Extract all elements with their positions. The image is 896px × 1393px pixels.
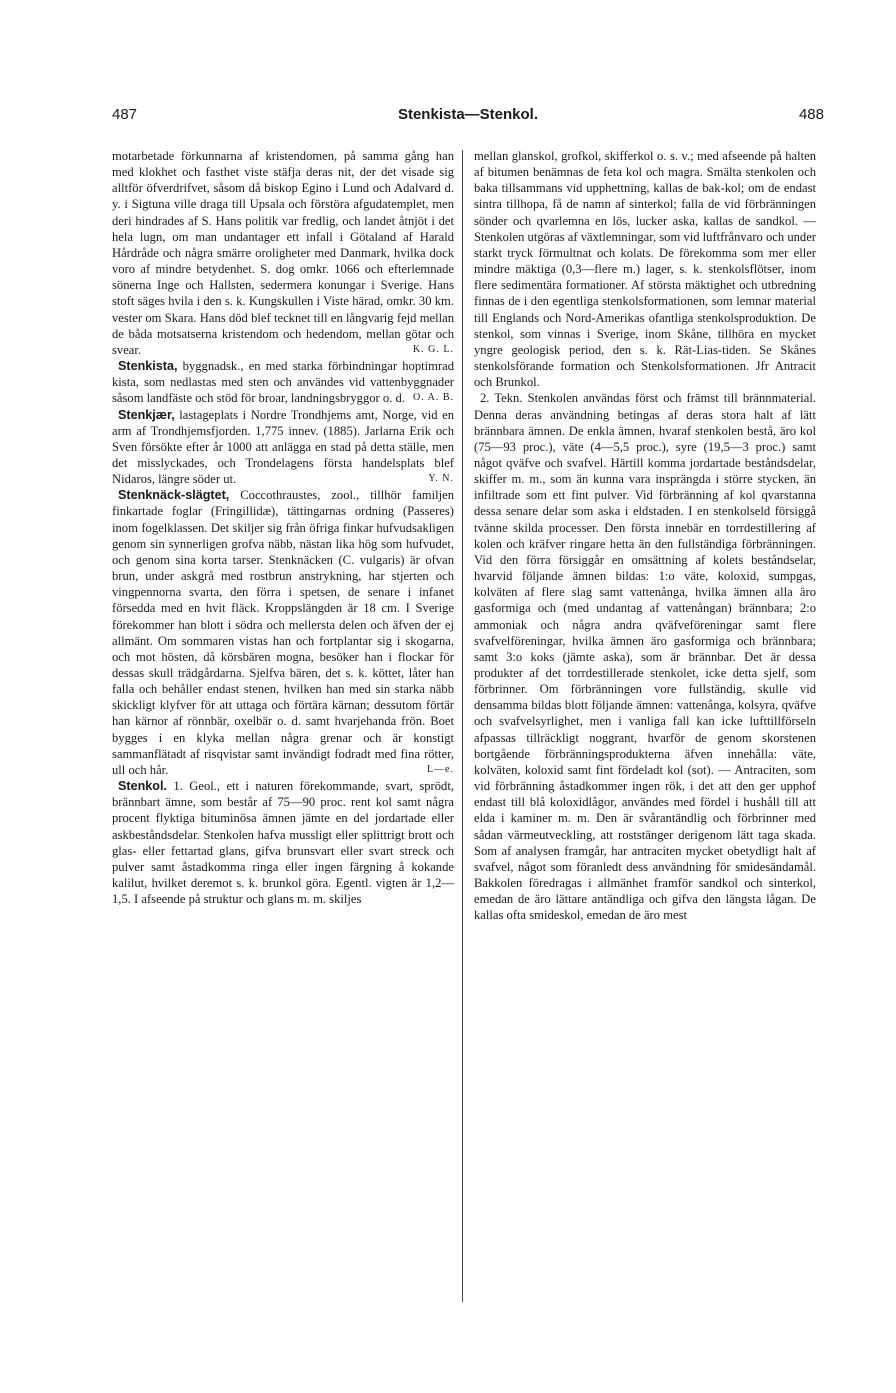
page-number-right: 488 [798,106,824,123]
column-divider [462,150,463,1302]
page-number-left: 487 [112,106,138,123]
running-title: Stenkista—Stenkol. [397,106,539,123]
author-signature: K. G. L. [412,343,454,355]
author-signature: O. A. B. [412,392,454,404]
author-signature: Y. N. [428,473,454,485]
entry-stenkjaer [112,407,454,488]
entry-text: 2. Tekn. Stenkolen användas först och främst till brännmaterial. Denna deras användning betingas af deras stora halt af lätt brännbara ämnen. De enkla ämnen, hvaraf stenkolen bestå, äro kol (75—93 proc.), väte (4—5,5 proc.), syre (19,5—3 proc.) samt något qväfve och svafvel. Härtill komma jordartade beståndsdelar, skiffer m. m., som än kunna vara insprängda i större stycken, än infiltrade som ett fint pulver. Vid förbränning af kol qvarstanna dessa senare delar som aska i eldstaden. I en stenkolseld försiggå tvänne skilda processer. Den första innebär en torrdestillering af kolen och kräfver ringare hetta än den fullständiga förbränningen. Vid den förra försiggår en omsättning af kolets beståndselar, hvarvid följande ämnen bildas: 1:o väte, koloxid, sumpgas, kolväten af flere slag samt vattenånga, hvilka ämnen alla äro gasformiga och (med undantag af vattenångan) brännbara; 2:o ammoniak och några andra qväfveföreningar samt flere svafvelföreningar, hvilka ämnen äro gasformiga och brännbara; samt 3:o koks (jämte aska), som är brännbar. Det är dessa produkter af det torrdestillerade stenkolet, icke detta sjelf, som förbrinner. Om förbränningen vore fullständig, skulle vid densamma bildas blott följande ämnen: vattenånga, kolsyra, qväfve och svafvelsyrlighet, men i vanliga fall kan icke lufttillförseln afpassas tillräckligt noggrant, hvarför de genom skorstenen bortgående förbränningsprodukterna äfven innehålla: väte, kolväten, koloxid samt fint fördeladt kol (sot). — Antraciten, som vid förbränning åstadkommer ingen rök, i det att den ger upphof endast till blå koloxidlågor, användes med fördel i hushåll till att elda i kaminer m. m. Den är svårantändlig och förbrinner med sådan värmeutveckling, att roststänger derigenom lätt taga skada. Som af analysen framgår, har antraciten mycket obetydligt halt af svafvel, något som föranledt dess användning för smidesändamål. Bakkolen föredragas i allmänhet framför sandkol och sinterkol, emedan de äro lättare antändliga och gifva den längsta lågan. De kallas ofta smideskol, emedan de äro mest [474,391,816,923]
entry-text: 1. Geol., ett i naturen förekommande, svart, sprödt, brännbart ämne, som består af 75—90 proc. rent kol samt några procent flyktiga bituminösa ämnen jämte en del jordartade eller askbeståndsdelar. Stenkolen hafva mussligt eller splittrigt brott och glas- eller fettartad glans, gifva brunsvart eller svart streck och pulver samt åstadkomma ringa eller ingen färgning å kokande kalilut, hvilket deremot s. k. brunkol göra. Egentl. vigten är 1,2—1,5. I afseende på struktur och glans m. m. skiljes [112,779,454,907]
headword: Stenkjær, [118,407,175,422]
entry-text: lastageplats i Nordre Trondhjems amt, Norge, vid en arm af Trondhjemsfjorden. 1,775 innev. (1885). Jarlarna Erik och Sven försökte efter år 1000 att anlägga en stad på detta ställe, men det misslyckades, och Trondelagens första handelsplats blef Nidaros, längre söder ut. [112,407,454,487]
headword: Stenkol. [118,779,167,794]
entry-stenkol-continuation [474,148,816,390]
page-header [112,106,824,128]
entry-stenknack-slagtet [112,487,454,778]
entry-text: Coccothraustes, zool., tillhör familjen finkartade foglar (Fringillidæ), tättingarnas ordning (Passeres) inom fogelklassen. Det skiljer sig från öfriga finkar hufvudsakligen genom sin synnerligen grofva näbb, nästan lika hög som hufvudet, och genom sina korta tarser. Stenknäcken (C. vulgaris) är ofvan brun, under askgrå med rostbrun anstrykning, har stjerten och vingpennorna svarta, den förra i spetsen, de senare i infanet försedda med en hvit fläck. Kroppslängden är 18 cm. I Sverige förekommer han blott i södra och mellersta delen och äfven der ej allmänt. Om sommaren vistas han och fortplantar sig i skogarna, och mot hösten, då körsbären mogna, besöker han i flockar för dessas skull trädgårdarna. Sjelfva bären, det s. k. köttet, låter han falla och behåller endast stenen, hvilken han med sin starka näbb skickligt klyfver för att uttaga och förtära kärnan; dessutom förtär han kärnor af rönnbär, oxelbär o. d. samt hvarjehanda frön. Boet bygges i en klyka mellan några grenar och är konstigt sammanflätadt af risqvistar samt invändigt fodradt med fina rötter, ull och hår. [112,488,454,777]
entry-text: byggnadsk., en med starka förbindningar hoptimrad kista, som nedlastas med sten och användes vid vattenbyggnader såsom landfäste och stöd för broar, landningsbryggor o. d. [112,359,454,406]
headword: Stenknäck-slägtet, [118,488,230,503]
entry-stenkol [112,778,454,907]
entry-stenkista [112,358,454,406]
entry-stenkil-continuation [112,148,454,358]
entry-text: motarbetade förkunnarna af kristendomen, på samma gång han med klokhet och fasthet viste stäfja deras nit, der det visade sig alltför öfverdrifvet, såsom då biskop Egino i Lund och Adalvard d. y. i Sigtuna ville draga till Upsala och förstöra afgudatemplet, men deri hindrades af S. Hans politik var fredlig, och landet åtnjöt i det hela lugn, om man undantager ett infall i Götaland af Harald Hårdråde och några smärre oroligheter med Danmark, hvilka dock voro af mindre betydenhet. S. dog omkr. 1066 och efterlemnade sönerna Inge och Hallsten, sedermera konungar i Sverige. Hans stoft säges hvila i den s. k. Kungskullen i Viste härad, omkr. 30 km. vester om Skara. Hans död blef tecknet till en långvarig fejd mellan de båda motsatserna kristendom och hedendom, mellan götar och svear. [112,149,454,357]
left-column [112,148,454,907]
headword: Stenkista, [118,359,178,374]
entry-text: mellan glanskol, grofkol, skifferkol o. s. v.; med afseende på halten af bitumen benämnas de feta kol och magra. Smälta stenkolen och baka tillsammans vid upphettning, kallas de bak-kol; om de endast sintra tillhopa, få de namn af sinterkol; falla de vid förbränningen sönder och qvarlemna en lös, lucker aska, kallas de sandkol. — Stenkolen utgöras af växtlemningar, som vid luftfrånvaro och under starkt tryck förmultnat och kolats. De förekomma som mer eller mindre mäktiga (0,3—flere m.) lager, s. k. stenkolsflötser, inom flere sedimentära formationer. Af största mäktighet och utbredning finnas de i den egentliga stenkolsformationen, som lemnar material till Englands och Nord-Amerikas ofantliga stenkolsproduktion. De stenkol, som vinnas i Sverige, inom Skåne, tillhöra en mycket yngre geologisk period, den s. k. Rät-Lias-tiden. Se Skånes stenkolsförande formation och Stenkolsformationen. Jfr Antracit och Brunkol. [474,149,816,390]
entry-stenkol-tekn [474,390,816,923]
right-column [474,148,816,924]
author-signature: L—e. [426,763,454,775]
